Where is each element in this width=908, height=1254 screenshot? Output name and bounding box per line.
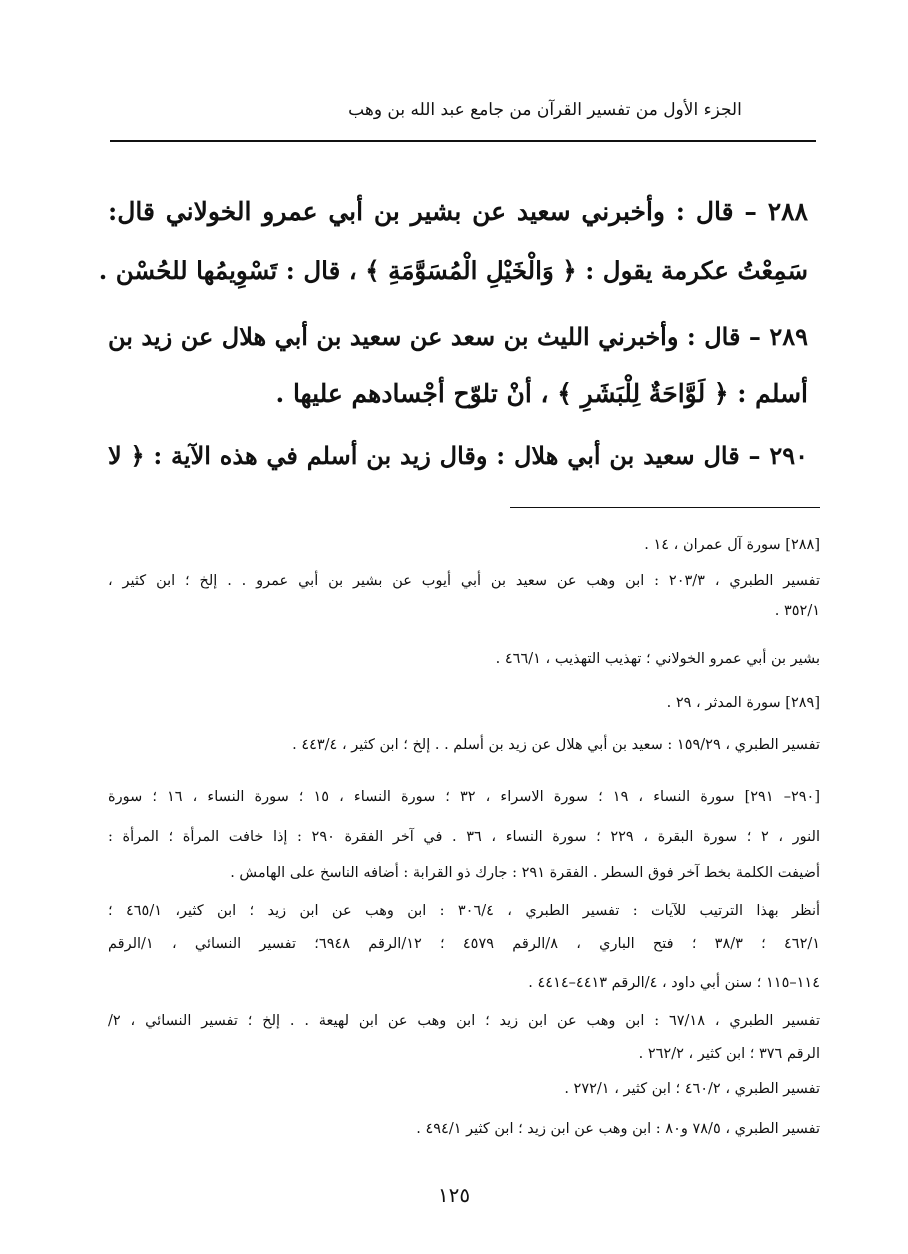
footnote-line: تفسير الطبري ، ٦٧/١٨ : ابن وهب عن ابن زيد ؛ ابن وهب عن ابن لهيعة . . إلخ ؛ تفسير النسائي ، ٢/ xyxy=(108,1013,820,1029)
footnote-line: [٢٨٨] سورة آل عمران ، ١٤ . xyxy=(644,537,820,553)
footnote-line: بشير بن أبي عمرو الخولاني ؛ تهذيب التهذيب ، ٤٦٦/١ . xyxy=(495,651,820,667)
footnote-line: الرقم ٣٧٦ ؛ ابن كثير ، ٢٦٢/٢ . xyxy=(638,1046,820,1062)
footnote-line: تفسير الطبري ، ٤٦٠/٢ ؛ ابن كثير ، ٢٧٢/١ . xyxy=(564,1081,820,1097)
footnote-line: ١١٤–١١٥ ؛ سنن أبي داود ، ٤/الرقم ٤٤١٣–٤٤١٤ . xyxy=(528,975,820,991)
main-text-line: ٢٩٠ – قال سعيد بن أبي هلال : وقال زيد بن أسلم في هذه الآية : ﴿ لا xyxy=(108,441,808,470)
main-text-line: سَمِعْتُ عكرمة يقول : ﴿ وَالْخَيْلِ الْمُسَوَّمَةِ ﴾ ، قال : تَسْوِيمُها للحُسْن . xyxy=(98,256,808,285)
footnote-line: أنظر بهذا الترتيب للآيات : تفسير الطبري ، ٣٠٦/٤ : ابن وهب عن ابن زيد ؛ ابن كثير، ٤٦٥/١ ؛ xyxy=(108,903,821,919)
footnote-line: [٢٩٠– ٢٩١] سورة النساء ، ١٩ ؛ سورة الاسراء ، ٣٢ ؛ سورة النساء ، ١٥ ؛ سورة النساء ، ١٦ ؛ سورة xyxy=(108,789,820,805)
header-rule xyxy=(110,140,816,142)
main-text-line: أسلم : ﴿ لَوَّاحَةٌ لِلْبَشَرِ ﴾ ، أنْ تلوّح أجْسادهم عليها . xyxy=(275,379,808,408)
footnote-rule xyxy=(510,507,820,508)
footnote-line: أضيفت الكلمة بخط آخر فوق السطر . الفقرة ٢٩١ : جارك ذو القرابة : أضافه الناسخ على الهامش . xyxy=(230,865,820,881)
footnote-line: [٢٨٩] سورة المدثر ، ٢٩ . xyxy=(666,695,820,711)
footnote-line: ٣٥٢/١ . xyxy=(774,603,820,619)
footnote-line: تفسير الطبري ، ٧٨/٥ و٨٠ : ابن وهب عن ابن زيد ؛ ابن كثير ٤٩٤/١ . xyxy=(416,1121,820,1137)
running-header: الجزء الأول من تفسير القرآن من جامع عبد الله بن وهب xyxy=(348,100,742,120)
page-number: ١٢٥ xyxy=(437,1183,471,1207)
footnote-line: النور ، ٢ ؛ سورة البقرة ، ٢٢٩ ؛ سورة النساء ، ٣٦ . في آخر الفقرة ٢٩٠ : إذا خافت المرأة ؛ المرأة : xyxy=(108,829,820,845)
main-text-line: ٢٨٨ – قال : وأخبرني سعيد عن بشير بن أبي عمرو الخولاني قال: xyxy=(108,197,808,226)
main-text-line: ٢٨٩ – قال : وأخبرني الليث بن سعد عن سعيد بن أبي هلال عن زيد بن xyxy=(108,322,808,351)
footnote-line: ٤٦٢/١ ؛ ٣٨/٣ ؛ فتح الباري ، ٨/الرقم ٤٥٧٩ ؛ ١٢/الرقم ٦٩٤٨؛ تفسير النسائي ، ١/الرقم xyxy=(108,936,821,952)
footnote-line: تفسير الطبري ، ١٥٩/٢٩ : سعيد بن أبي هلال عن زيد بن أسلم . . إلخ ؛ ابن كثير ، ٤٤٣/٤ . xyxy=(292,737,820,753)
footnote-line: تفسير الطبري ، ٢٠٣/٣ : ابن وهب عن سعيد بن أبي أيوب عن بشير بن أبي عمرو . . إلخ ؛ ابن كثير ، xyxy=(108,573,820,589)
